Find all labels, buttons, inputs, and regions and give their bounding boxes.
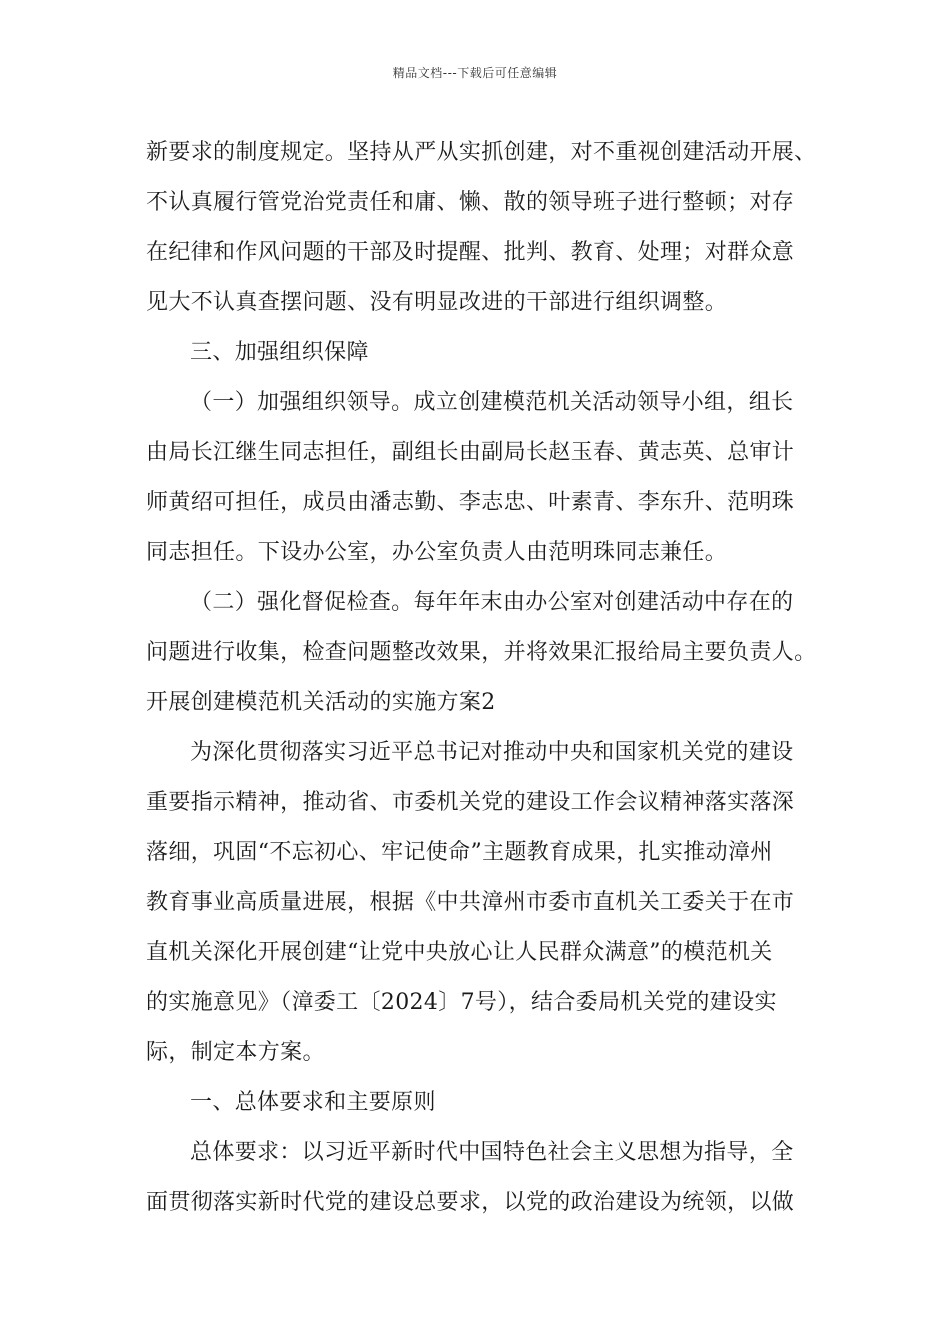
section-heading: 一、总体要求和主要原则 bbox=[190, 1090, 436, 1115]
text-line: 面贯彻落实新时代党的建设总要求，以党的政治建设为统领，以做 bbox=[146, 1190, 795, 1215]
text-line: 由局长江继生同志担任，副组长由副局长赵玉春、黄志英、总审计 bbox=[146, 440, 795, 465]
text-line: 师黄绍可担任，成员由潘志勤、李志忠、叶素青、李东升、范明珠 bbox=[146, 490, 795, 515]
text-line: 不认真履行管党治党责任和庸、懒、散的领导班子进行整顿；对存 bbox=[146, 190, 795, 215]
text-line: 新要求的制度规定。坚持从严从实抓创建，对不重视创建活动开展、 bbox=[146, 140, 817, 165]
page-header: 精品文档---下载后可任意编辑 bbox=[392, 66, 558, 80]
text-line: 为深化贯彻落实习近平总书记对推动中央和国家机关党的建设 bbox=[190, 740, 794, 765]
text-line: 直机关深化开展创建“让党中央放心让人民群众满意”的模范机关 bbox=[146, 940, 773, 965]
text-line: （一）加强组织领导。成立创建模范机关活动领导小组，组长 bbox=[190, 390, 794, 415]
text-line: 总体要求：以习近平新时代中国特色社会主义思想为指导，全 bbox=[190, 1140, 794, 1165]
text-line: 教育事业高质量进展，根据《中共漳州市委市直机关工委关于在市 bbox=[146, 890, 795, 915]
text-line: 问题进行收集，检查问题整改效果，并将效果汇报给局主要负责人。 bbox=[146, 640, 817, 665]
text-line: 在纪律和作风问题的干部及时提醒、批判、教育、处理；对群众意 bbox=[146, 240, 795, 265]
text-line: 见大不认真查摆问题、没有明显改进的干部进行组织调整。 bbox=[146, 290, 728, 315]
text-line: 同志担任。下设办公室，办公室负责人由范明珠同志兼任。 bbox=[146, 540, 728, 565]
text-line: 落细，巩固“不忘初心、牢记使命”主题教育成果，扎实推动漳州 bbox=[146, 840, 773, 865]
text-line: 际，制定本方案。 bbox=[146, 1040, 325, 1065]
text-line: 的实施意见》（漳委工〔2024〕7号），结合委局机关党的建设实 bbox=[146, 990, 777, 1015]
section-heading: 三、加强组织保障 bbox=[190, 340, 369, 365]
text-line: 重要指示精神，推动省、市委机关党的建设工作会议精神落实落深 bbox=[146, 790, 795, 815]
text-line: （二）强化督促检查。每年年末由办公室对创建活动中存在的 bbox=[190, 590, 794, 615]
document-body bbox=[146, 128, 817, 1228]
document-title: 开展创建模范机关活动的实施方案2 bbox=[146, 690, 496, 715]
